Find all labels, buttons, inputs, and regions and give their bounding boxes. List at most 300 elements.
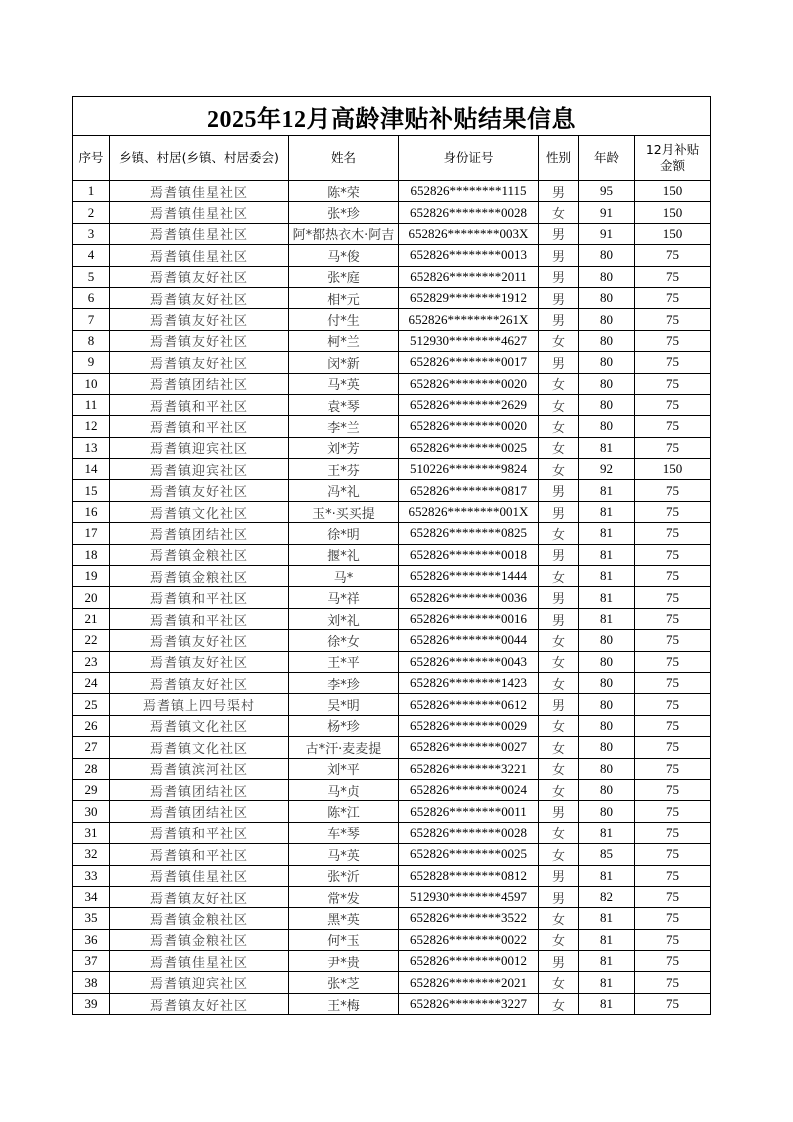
cell-index: 38 [73, 972, 110, 993]
cell-name: 尹*贵 [289, 951, 399, 972]
cell-age: 80 [579, 758, 635, 779]
cell-index: 33 [73, 865, 110, 886]
cell-name: 陈*江 [289, 801, 399, 822]
cell-name: 何*玉 [289, 929, 399, 950]
cell-index: 7 [73, 309, 110, 330]
cell-town: 焉耆镇金粮社区 [110, 908, 289, 929]
table-row [73, 416, 711, 437]
cell-age: 81 [579, 566, 635, 587]
cell-sex: 男 [539, 309, 579, 330]
cell-name: 徐*女 [289, 630, 399, 651]
table-row [73, 373, 711, 394]
cell-amount: 75 [635, 972, 711, 993]
cell-id: 652826********1115 [399, 181, 539, 202]
cell-name: 马*祥 [289, 587, 399, 608]
cell-name: 刘*平 [289, 758, 399, 779]
cell-index: 36 [73, 929, 110, 950]
cell-sex: 女 [539, 566, 579, 587]
table-row [73, 844, 711, 865]
cell-sex: 女 [539, 523, 579, 544]
cell-sex: 女 [539, 972, 579, 993]
cell-age: 81 [579, 501, 635, 522]
cell-index: 21 [73, 608, 110, 629]
cell-age: 81 [579, 480, 635, 501]
cell-sex: 女 [539, 779, 579, 800]
cell-age: 81 [579, 587, 635, 608]
cell-index: 12 [73, 416, 110, 437]
table-row [73, 309, 711, 330]
cell-town: 焉耆镇友好社区 [110, 330, 289, 351]
cell-town: 焉耆镇佳星社区 [110, 202, 289, 223]
cell-sex: 女 [539, 630, 579, 651]
cell-name: 马*英 [289, 373, 399, 394]
cell-amount: 75 [635, 694, 711, 715]
cell-sex: 男 [539, 544, 579, 565]
cell-town: 焉耆镇友好社区 [110, 287, 289, 308]
cell-sex: 男 [539, 352, 579, 373]
cell-amount: 75 [635, 287, 711, 308]
cell-name: 常*发 [289, 886, 399, 907]
cell-sex: 男 [539, 223, 579, 244]
cell-id: 652826********0025 [399, 437, 539, 458]
cell-sex: 女 [539, 330, 579, 351]
cell-id: 652826********0029 [399, 715, 539, 736]
cell-id: 652826********003X [399, 223, 539, 244]
cell-age: 80 [579, 779, 635, 800]
cell-name: 冯*礼 [289, 480, 399, 501]
header-amount [635, 136, 711, 181]
cell-id: 652826********0022 [399, 929, 539, 950]
cell-town: 焉耆镇和平社区 [110, 416, 289, 437]
cell-id: 652826********0612 [399, 694, 539, 715]
cell-id: 652826********0012 [399, 951, 539, 972]
cell-index: 13 [73, 437, 110, 458]
cell-sex: 男 [539, 501, 579, 522]
cell-amount: 75 [635, 651, 711, 672]
cell-age: 80 [579, 373, 635, 394]
cell-amount: 75 [635, 480, 711, 501]
cell-name: 吴*明 [289, 694, 399, 715]
cell-town: 焉耆镇友好社区 [110, 672, 289, 693]
cell-age: 81 [579, 865, 635, 886]
table-row [73, 459, 711, 480]
cell-index: 2 [73, 202, 110, 223]
table-row [73, 651, 711, 672]
table-row [73, 630, 711, 651]
cell-age: 85 [579, 844, 635, 865]
cell-age: 81 [579, 544, 635, 565]
cell-town: 焉耆镇团结社区 [110, 523, 289, 544]
cell-town: 焉耆镇友好社区 [110, 480, 289, 501]
cell-age: 80 [579, 630, 635, 651]
cell-index: 20 [73, 587, 110, 608]
cell-id: 652826********0024 [399, 779, 539, 800]
cell-age: 80 [579, 266, 635, 287]
cell-index: 30 [73, 801, 110, 822]
cell-amount: 75 [635, 630, 711, 651]
cell-id: 652826********0025 [399, 844, 539, 865]
subsidy-table [72, 96, 711, 1015]
table-row [73, 993, 711, 1014]
cell-amount: 75 [635, 822, 711, 843]
cell-age: 81 [579, 951, 635, 972]
cell-age: 80 [579, 287, 635, 308]
cell-name: 车*琴 [289, 822, 399, 843]
table-row [73, 801, 711, 822]
cell-id: 652826********0817 [399, 480, 539, 501]
cell-id: 652826********0020 [399, 416, 539, 437]
cell-town: 焉耆镇友好社区 [110, 352, 289, 373]
table-row [73, 544, 711, 565]
cell-index: 28 [73, 758, 110, 779]
cell-amount: 75 [635, 801, 711, 822]
table-row [73, 779, 711, 800]
cell-index: 8 [73, 330, 110, 351]
cell-age: 80 [579, 672, 635, 693]
cell-amount: 75 [635, 544, 711, 565]
table-row [73, 501, 711, 522]
cell-id: 652826********0044 [399, 630, 539, 651]
cell-sex: 男 [539, 694, 579, 715]
cell-town: 焉耆镇金粮社区 [110, 929, 289, 950]
cell-age: 82 [579, 886, 635, 907]
cell-index: 1 [73, 181, 110, 202]
cell-age: 81 [579, 523, 635, 544]
cell-town: 焉耆镇和平社区 [110, 608, 289, 629]
cell-town: 焉耆镇佳星社区 [110, 951, 289, 972]
table-row [73, 352, 711, 373]
cell-sex: 女 [539, 672, 579, 693]
cell-index: 9 [73, 352, 110, 373]
cell-sex: 男 [539, 245, 579, 266]
cell-id: 652826********261X [399, 309, 539, 330]
cell-sex: 男 [539, 587, 579, 608]
cell-id: 652826********0028 [399, 202, 539, 223]
cell-id: 652826********3522 [399, 908, 539, 929]
cell-town: 焉耆镇团结社区 [110, 779, 289, 800]
cell-amount: 75 [635, 865, 711, 886]
table-title: 2025年12月高龄津贴补贴结果信息 [73, 97, 711, 136]
cell-index: 19 [73, 566, 110, 587]
cell-age: 92 [579, 459, 635, 480]
cell-age: 81 [579, 993, 635, 1014]
cell-name: 柯*兰 [289, 330, 399, 351]
cell-id: 652826********2629 [399, 394, 539, 415]
cell-town: 焉耆镇迎宾社区 [110, 437, 289, 458]
cell-id: 652826********0017 [399, 352, 539, 373]
cell-amount: 75 [635, 608, 711, 629]
cell-age: 81 [579, 972, 635, 993]
table-row [73, 822, 711, 843]
cell-id: 652826********0028 [399, 822, 539, 843]
cell-age: 81 [579, 822, 635, 843]
cell-sex: 女 [539, 758, 579, 779]
cell-id: 652826********2021 [399, 972, 539, 993]
cell-index: 34 [73, 886, 110, 907]
header-row [73, 136, 711, 181]
header-index: 序号 [73, 136, 110, 181]
cell-age: 80 [579, 651, 635, 672]
cell-id: 652826********1444 [399, 566, 539, 587]
cell-age: 80 [579, 694, 635, 715]
cell-town: 焉耆镇友好社区 [110, 266, 289, 287]
cell-amount: 75 [635, 737, 711, 758]
cell-age: 80 [579, 245, 635, 266]
table-row [73, 266, 711, 287]
cell-name: 相*元 [289, 287, 399, 308]
cell-amount: 150 [635, 181, 711, 202]
cell-index: 23 [73, 651, 110, 672]
cell-sex: 女 [539, 651, 579, 672]
cell-name: 黑*英 [289, 908, 399, 929]
cell-town: 焉耆镇和平社区 [110, 844, 289, 865]
cell-sex: 男 [539, 951, 579, 972]
cell-sex: 男 [539, 181, 579, 202]
cell-index: 22 [73, 630, 110, 651]
cell-id: 652826********0020 [399, 373, 539, 394]
cell-town: 焉耆镇佳星社区 [110, 245, 289, 266]
cell-amount: 75 [635, 929, 711, 950]
cell-sex: 男 [539, 886, 579, 907]
cell-sex: 男 [539, 608, 579, 629]
header-id: 身份证号 [399, 136, 539, 181]
cell-index: 27 [73, 737, 110, 758]
table-row [73, 394, 711, 415]
cell-amount: 75 [635, 715, 711, 736]
cell-age: 91 [579, 202, 635, 223]
cell-index: 6 [73, 287, 110, 308]
cell-town: 焉耆镇文化社区 [110, 715, 289, 736]
cell-town: 焉耆镇滨河社区 [110, 758, 289, 779]
cell-name: 李*兰 [289, 416, 399, 437]
table-row [73, 951, 711, 972]
cell-name: 张*沂 [289, 865, 399, 886]
cell-age: 80 [579, 330, 635, 351]
cell-id: 652826********3227 [399, 993, 539, 1014]
cell-sex: 男 [539, 865, 579, 886]
cell-town: 焉耆镇佳星社区 [110, 865, 289, 886]
cell-amount: 75 [635, 886, 711, 907]
header-amount-line1: 12月补贴 [645, 142, 700, 157]
cell-amount: 75 [635, 309, 711, 330]
cell-name: 李*珍 [289, 672, 399, 693]
cell-name: 杨*珍 [289, 715, 399, 736]
table-row [73, 758, 711, 779]
cell-id: 652826********0036 [399, 587, 539, 608]
cell-id: 652828********0812 [399, 865, 539, 886]
table-row [73, 523, 711, 544]
cell-name: 王*芬 [289, 459, 399, 480]
cell-town: 焉耆镇金粮社区 [110, 566, 289, 587]
cell-town: 焉耆镇文化社区 [110, 737, 289, 758]
cell-amount: 75 [635, 951, 711, 972]
cell-sex: 女 [539, 929, 579, 950]
cell-amount: 75 [635, 437, 711, 458]
cell-age: 80 [579, 737, 635, 758]
cell-name: 马*俊 [289, 245, 399, 266]
table-row [73, 929, 711, 950]
cell-age: 80 [579, 715, 635, 736]
cell-name: 刘*礼 [289, 608, 399, 629]
cell-name: 马* [289, 566, 399, 587]
cell-age: 80 [579, 394, 635, 415]
cell-id: 652826********0825 [399, 523, 539, 544]
cell-name: 付*生 [289, 309, 399, 330]
cell-amount: 150 [635, 223, 711, 244]
cell-age: 80 [579, 352, 635, 373]
header-sex: 性别 [539, 136, 579, 181]
cell-town: 焉耆镇和平社区 [110, 822, 289, 843]
cell-name: 揠*礼 [289, 544, 399, 565]
cell-sex: 女 [539, 715, 579, 736]
cell-sex: 男 [539, 801, 579, 822]
cell-name: 张*庭 [289, 266, 399, 287]
cell-id: 652829********1912 [399, 287, 539, 308]
table-row [73, 972, 711, 993]
cell-sex: 女 [539, 373, 579, 394]
table-row [73, 908, 711, 929]
cell-id: 652826********1423 [399, 672, 539, 693]
cell-age: 91 [579, 223, 635, 244]
cell-amount: 75 [635, 330, 711, 351]
header-town: 乡镇、村居(乡镇、村居委会) [110, 136, 289, 181]
cell-id: 652826********2011 [399, 266, 539, 287]
cell-sex: 女 [539, 437, 579, 458]
cell-amount: 75 [635, 908, 711, 929]
cell-name: 古*汗·麦麦提 [289, 737, 399, 758]
cell-amount: 75 [635, 779, 711, 800]
cell-town: 焉耆镇和平社区 [110, 587, 289, 608]
table-row [73, 330, 711, 351]
cell-id: 652826********0011 [399, 801, 539, 822]
cell-age: 80 [579, 309, 635, 330]
table-row [73, 694, 711, 715]
cell-amount: 75 [635, 993, 711, 1014]
header-age: 年龄 [579, 136, 635, 181]
cell-name: 阿*都热衣木·阿吉 [289, 223, 399, 244]
table-row [73, 608, 711, 629]
cell-name: 玉*·买买提 [289, 501, 399, 522]
cell-town: 焉耆镇金粮社区 [110, 544, 289, 565]
cell-index: 14 [73, 459, 110, 480]
cell-name: 袁*琴 [289, 394, 399, 415]
cell-id: 652826********0018 [399, 544, 539, 565]
table-row [73, 587, 711, 608]
cell-town: 焉耆镇友好社区 [110, 309, 289, 330]
cell-name: 王*平 [289, 651, 399, 672]
cell-id: 512930********4627 [399, 330, 539, 351]
cell-name: 王*梅 [289, 993, 399, 1014]
cell-amount: 75 [635, 266, 711, 287]
cell-id: 512930********4597 [399, 886, 539, 907]
cell-index: 39 [73, 993, 110, 1014]
cell-amount: 75 [635, 566, 711, 587]
cell-age: 81 [579, 437, 635, 458]
cell-sex: 女 [539, 416, 579, 437]
cell-town: 焉耆镇和平社区 [110, 394, 289, 415]
cell-name: 闵*新 [289, 352, 399, 373]
table-row [73, 672, 711, 693]
cell-name: 陈*荣 [289, 181, 399, 202]
cell-town: 焉耆镇文化社区 [110, 501, 289, 522]
cell-sex: 女 [539, 459, 579, 480]
table-row [73, 737, 711, 758]
cell-index: 32 [73, 844, 110, 865]
cell-index: 5 [73, 266, 110, 287]
cell-index: 25 [73, 694, 110, 715]
cell-sex: 女 [539, 844, 579, 865]
cell-amount: 75 [635, 758, 711, 779]
cell-amount: 75 [635, 523, 711, 544]
cell-town: 焉耆镇佳星社区 [110, 223, 289, 244]
cell-age: 81 [579, 908, 635, 929]
cell-id: 510226********9824 [399, 459, 539, 480]
cell-amount: 75 [635, 587, 711, 608]
cell-sex: 男 [539, 266, 579, 287]
table-row [73, 886, 711, 907]
cell-sex: 女 [539, 993, 579, 1014]
table-row [73, 287, 711, 308]
cell-town: 焉耆镇友好社区 [110, 630, 289, 651]
cell-amount: 75 [635, 352, 711, 373]
cell-id: 652826********0027 [399, 737, 539, 758]
cell-id: 652826********001X [399, 501, 539, 522]
cell-town: 焉耆镇团结社区 [110, 801, 289, 822]
cell-sex: 男 [539, 480, 579, 501]
cell-amount: 75 [635, 245, 711, 266]
cell-id: 652826********3221 [399, 758, 539, 779]
cell-index: 26 [73, 715, 110, 736]
cell-sex: 男 [539, 287, 579, 308]
cell-id: 652826********0013 [399, 245, 539, 266]
cell-amount: 75 [635, 416, 711, 437]
cell-town: 焉耆镇友好社区 [110, 886, 289, 907]
cell-name: 张*珍 [289, 202, 399, 223]
cell-name: 刘*芳 [289, 437, 399, 458]
cell-index: 37 [73, 951, 110, 972]
cell-town: 焉耆镇团结社区 [110, 373, 289, 394]
cell-sex: 女 [539, 822, 579, 843]
cell-index: 11 [73, 394, 110, 415]
cell-amount: 75 [635, 672, 711, 693]
cell-amount: 75 [635, 373, 711, 394]
cell-town: 焉耆镇迎宾社区 [110, 459, 289, 480]
cell-index: 10 [73, 373, 110, 394]
cell-index: 29 [73, 779, 110, 800]
table-row [73, 181, 711, 202]
cell-index: 24 [73, 672, 110, 693]
cell-sex: 女 [539, 737, 579, 758]
table-row [73, 202, 711, 223]
table-row [73, 865, 711, 886]
table-row [73, 715, 711, 736]
table-row [73, 223, 711, 244]
cell-amount: 75 [635, 844, 711, 865]
cell-age: 95 [579, 181, 635, 202]
cell-index: 3 [73, 223, 110, 244]
table-row [73, 437, 711, 458]
cell-index: 15 [73, 480, 110, 501]
cell-town: 焉耆镇友好社区 [110, 993, 289, 1014]
cell-id: 652826********0016 [399, 608, 539, 629]
header-name: 姓名 [289, 136, 399, 181]
cell-index: 4 [73, 245, 110, 266]
cell-sex: 女 [539, 202, 579, 223]
cell-name: 马*英 [289, 844, 399, 865]
cell-index: 18 [73, 544, 110, 565]
table-row [73, 480, 711, 501]
cell-sex: 女 [539, 908, 579, 929]
